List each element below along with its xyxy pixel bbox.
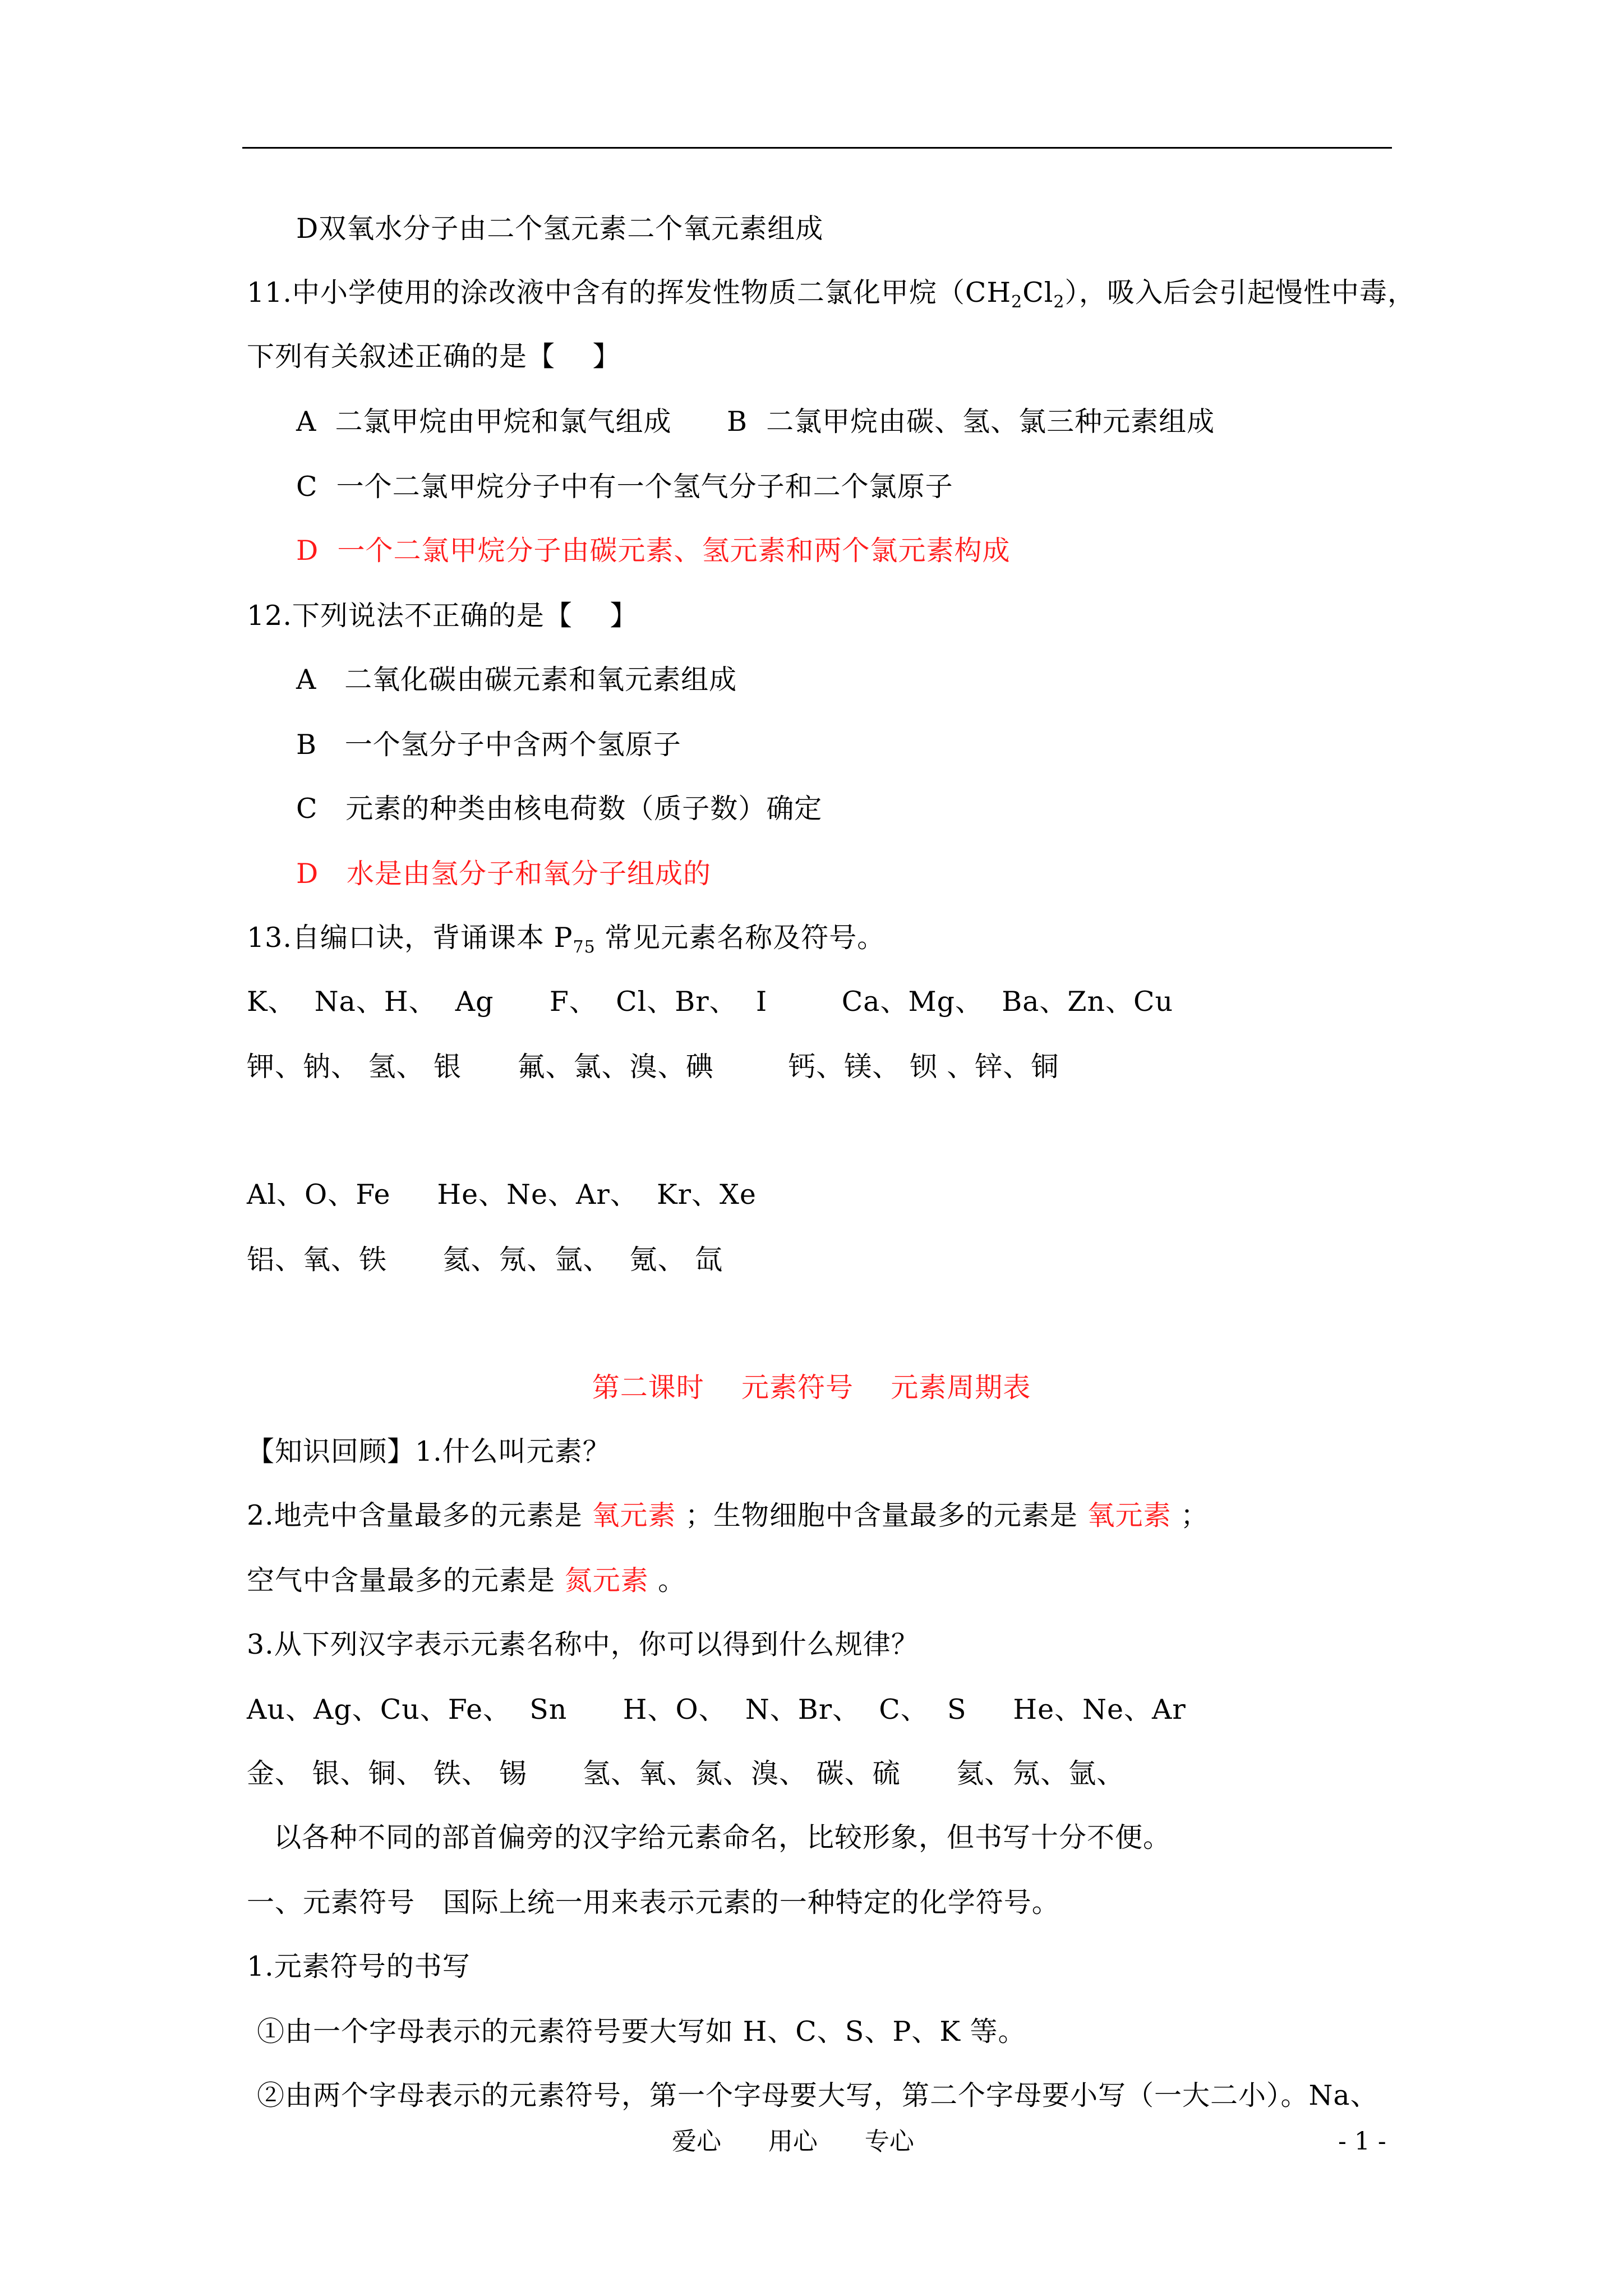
review-q2-line2: 空气中含量最多的元素是 氮元素 。 (247, 1565, 686, 1596)
q11-option-a: A 二氯甲烷由甲烷和氯气组成 (296, 406, 672, 438)
q3-note: 以各种不同的部首偏旁的汉字给元素命名，比较形象，但书写十分不便。 (274, 1821, 1172, 1853)
q3-names: 金、 银、铜、 铁、 锡 氢、氧、氮、溴、 碳、硫 氦、氖、氩、 (247, 1757, 1125, 1789)
q10-option-d: D双氧水分子由二个氢元素二个氧元素组成 (296, 213, 824, 245)
q3-symbols: Au、Ag、Cu、Fe、 Sn H、O、 N、Br、 C、 S He、Ne、Ar (247, 1694, 1186, 1726)
q13-names-row2: 铝、氧、铁 氦、氖、氩、 氪、 氙 (247, 1244, 723, 1276)
q11-stem-line2: 下列有关叙述正确的是【 】 (247, 341, 621, 372)
knowledge-review: 【知识回顾】1.什么叫元素？ (247, 1435, 611, 1467)
q12-option-a: A 二氧化碳由碳元素和氧元素组成 (296, 664, 737, 696)
q13-symbols-row2: Al、O、Fe He、Ne、Ar、 Kr、Xe (247, 1179, 757, 1211)
section-element-symbols: 一、元素符号 国际上统一用来表示元素的一种特定的化学符号。 (247, 1887, 1060, 1918)
answer-air-element: 氮元素 (564, 1565, 649, 1596)
footer-motto: 爱心 用心 专心 (672, 2127, 914, 2156)
q11-option-d-answer: D 一个二氯甲烷分子由碳元素、氢元素和两个氯元素构成 (296, 535, 1011, 567)
rule-two-letters: ②由两个字母表示的元素符号，第一个字母要大写，第二个字母要小写（一大二小）。Na、 (257, 2079, 1378, 2111)
review-q3: 3.从下列汉字表示元素名称中，你可以得到什么规律？ (247, 1628, 919, 1660)
q11-option-c: C 一个二氯甲烷分子中有一个氢气分子和二个氯原子 (296, 471, 953, 503)
subsection-writing: 1.元素符号的书写 (247, 1950, 471, 1982)
answer-cell-element: 氧元素 (1087, 1499, 1172, 1531)
q13-stem: 13.自编口诀，背诵课本 $P_{75}$ 常见元素名称及符号。 (247, 922, 886, 957)
page-number: - 1 - (1338, 2127, 1386, 2156)
answer-crust-element: 氧元素 (592, 1499, 676, 1531)
q12-option-d-answer: D 水是由氢分子和氧分子组成的 (296, 858, 712, 890)
q13-symbols-row1: K、 Na、H、 Ag F、 Cl、Br、 I Ca、Mg、 Ba、Zn、Cu (247, 986, 1174, 1018)
review-q2-line1: 2.地壳中含量最多的元素是 氧元素 ；生物细胞中含量最多的元素是 氧元素 ； (247, 1499, 1209, 1531)
q11-stem: 11.中小学使用的涂改液中含有的挥发性物质二氯化甲烷$(CH_2Cl_2)$，吸入后会引起慢性中毒， (247, 277, 1416, 312)
q13-names-row1: 钾、钠、 氢、 银 氟、氯、溴、碘 钙、镁、 钡 、锌、铜 (247, 1051, 1059, 1083)
header-rule (242, 147, 1392, 149)
lesson2-title: 第二课时 元素符号 元素周期表 (592, 1372, 1031, 1404)
q11-option-b: B 二氯甲烷由碳、氢、氯三种元素组成 (727, 406, 1215, 438)
q12-stem: 12.下列说法不正确的是【 】 (247, 600, 638, 632)
q12-option-b: B 一个氢分子中含两个氢原子 (296, 729, 681, 761)
q12-option-c: C 元素的种类由核电荷数（质子数）确定 (296, 793, 823, 825)
rule-one-letter: ①由一个字母表示的元素符号要大写如 H、C、S、P、K 等。 (257, 2016, 1026, 2047)
